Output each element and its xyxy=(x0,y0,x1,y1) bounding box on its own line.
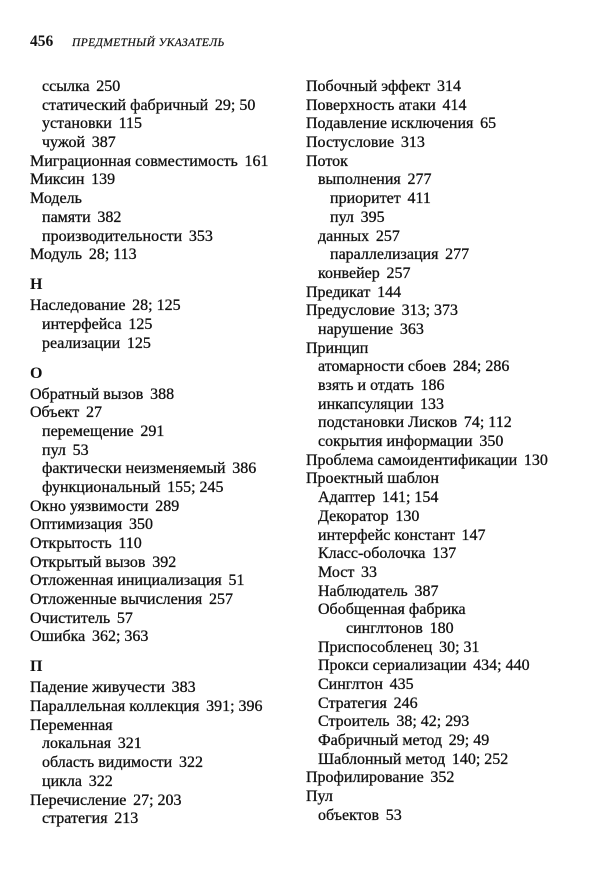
index-term: производительности xyxy=(42,227,183,245)
index-term: инкапсуляции xyxy=(318,395,414,413)
index-entry xyxy=(30,442,300,461)
running-title: ПРЕДМЕТНЫЙ УКАЗАТЕЛЬ xyxy=(72,37,225,49)
index-entry-continuation xyxy=(306,620,586,639)
index-page-refs: 321 xyxy=(117,735,142,753)
index-entry xyxy=(306,302,586,321)
index-page-refs: 386 xyxy=(232,460,257,478)
index-entry xyxy=(30,335,300,354)
index-page-refs: 250 xyxy=(96,78,121,95)
index-term: Перечисление xyxy=(30,791,127,809)
index-entry xyxy=(306,807,586,826)
index-entry xyxy=(30,190,300,209)
index-entry xyxy=(30,698,300,717)
index-page-refs: 161 xyxy=(244,152,269,170)
index-term: нарушение xyxy=(318,320,394,338)
index-term: Отложенные вычисления xyxy=(30,591,203,609)
index-page-refs: 350 xyxy=(479,433,504,451)
index-entry xyxy=(306,171,586,190)
index-entry xyxy=(306,545,586,564)
index-term: цикла xyxy=(42,772,82,790)
index-term: реализации xyxy=(42,334,121,352)
index-term: статический фабричный xyxy=(42,96,209,114)
index-page-refs: 291 xyxy=(140,422,165,440)
index-entry xyxy=(30,810,300,829)
index-page-refs: 155; 245 xyxy=(167,478,224,496)
index-page-refs: 353 xyxy=(188,227,213,245)
index-term: интерфейса xyxy=(42,315,122,333)
index-page-refs: 74; 112 xyxy=(463,414,512,432)
index-page-refs: 257 xyxy=(375,227,400,245)
index-page-refs: 277 xyxy=(407,171,432,189)
index-page-refs: 130 xyxy=(523,451,548,469)
index-page-refs: 33 xyxy=(361,563,378,581)
index-term: чужой xyxy=(42,134,86,152)
index-term: Обобщенная фабрика xyxy=(318,601,466,619)
index-term: Отложенная инициализация xyxy=(30,572,222,590)
index-page-refs: 57 xyxy=(116,609,133,627)
index-entry xyxy=(306,246,586,265)
index-page-refs: 65 xyxy=(480,115,497,133)
index-term: функциональный xyxy=(42,478,161,496)
index-entry xyxy=(306,695,586,714)
index-entry xyxy=(30,610,300,629)
index-page-refs: 53 xyxy=(385,806,402,824)
index-entry xyxy=(30,498,300,517)
index-page-refs: 411 xyxy=(407,190,431,208)
index-term: Переменная xyxy=(30,716,113,734)
index-entry xyxy=(30,228,300,247)
index-page-refs: 144 xyxy=(377,283,402,301)
index-entry xyxy=(306,788,586,807)
index-term: Строитель xyxy=(318,713,390,731)
index-entry xyxy=(30,115,300,134)
index-term: Проблема самоидентификации xyxy=(306,451,518,469)
index-entry xyxy=(306,321,586,340)
index-entry xyxy=(30,516,300,535)
index-term: Наследование xyxy=(30,297,126,315)
index-entry xyxy=(30,153,300,172)
index-page-refs: 434; 440 xyxy=(473,657,530,675)
index-entry xyxy=(30,246,300,265)
index-term: Миграционная совместимость xyxy=(30,152,238,170)
index-entry xyxy=(306,78,586,97)
index-entry xyxy=(306,470,586,489)
index-term: Постусловие xyxy=(306,134,395,152)
index-term: памяти xyxy=(42,208,91,226)
index-term: Профилирование xyxy=(306,769,424,787)
index-term: приоритет xyxy=(330,190,401,208)
index-page-refs: 322 xyxy=(88,772,113,790)
index-page-refs: 387 xyxy=(91,134,116,152)
index-entry xyxy=(306,489,586,508)
index-page-refs: 363 xyxy=(399,320,424,338)
index-entry xyxy=(306,265,586,284)
index-term: Адаптер xyxy=(318,489,376,507)
index-entry xyxy=(30,423,300,442)
index-entry xyxy=(30,554,300,573)
index-page-refs: 110 xyxy=(118,535,142,552)
index-page-refs: 322 xyxy=(178,754,203,772)
index-page-refs: 314 xyxy=(437,78,461,95)
index-term: Предикат xyxy=(306,283,371,301)
index-term: Мост xyxy=(318,563,355,581)
index-entry xyxy=(30,717,300,736)
index-page-refs: 125 xyxy=(126,334,151,352)
index-page-refs: 395 xyxy=(360,208,385,226)
index-term: пул xyxy=(330,208,354,226)
index-entry xyxy=(306,676,586,695)
index-term: Принцип xyxy=(306,339,369,357)
index-term: область видимости xyxy=(42,754,173,772)
index-entry xyxy=(30,297,300,316)
index-term: фактически неизменяемый xyxy=(42,460,226,478)
index-term: Наблюдатель xyxy=(318,582,408,600)
index-entry xyxy=(30,404,300,423)
index-term: Падение живучести xyxy=(30,679,165,697)
index-entry xyxy=(30,535,300,554)
index-entry xyxy=(30,679,300,698)
index-term: Класс-оболочка xyxy=(318,545,426,563)
index-page-refs: 284; 286 xyxy=(452,358,510,376)
index-term: подстановки Лисков xyxy=(318,414,458,432)
index-term: данных xyxy=(318,227,370,245)
index-page-refs: 414 xyxy=(442,96,467,114)
index-page-refs: 137 xyxy=(432,545,457,563)
index-page-refs: 387 xyxy=(414,582,439,600)
section-letter: О xyxy=(30,364,43,382)
index-entry xyxy=(306,396,586,415)
index-term: Объект xyxy=(30,404,80,422)
index-page-refs: 51 xyxy=(228,572,245,590)
section-letter: Н xyxy=(30,276,43,294)
index-term: Окно уязвимости xyxy=(30,497,149,515)
index-entry xyxy=(306,452,586,471)
index-term: Шаблонный метод xyxy=(318,750,446,768)
index-page-refs: 27 xyxy=(85,404,102,422)
index-page-refs: 29; 49 xyxy=(448,732,490,750)
index-page-refs: 30; 31 xyxy=(439,638,480,656)
index-entry xyxy=(30,209,300,228)
index-page-refs: 388 xyxy=(150,385,175,403)
index-entry xyxy=(306,508,586,527)
index-entry xyxy=(30,754,300,773)
index-term: Пул xyxy=(306,788,333,806)
index-entry xyxy=(306,601,586,620)
index-entry xyxy=(306,414,586,433)
index-term: Поверхность атаки xyxy=(306,96,436,114)
index-page-refs: 115 xyxy=(118,115,142,133)
index-page-refs: 180 xyxy=(429,619,454,637)
index-entry xyxy=(306,134,586,153)
index-term: Стратегия xyxy=(318,694,387,712)
index-term: Очиститель xyxy=(30,609,111,627)
index-entry xyxy=(306,358,586,377)
index-term: Открытый вызов xyxy=(30,553,146,571)
index-page-refs: 362; 363 xyxy=(91,628,149,646)
index-page-refs: 257 xyxy=(386,264,411,282)
index-page-refs: 29; 50 xyxy=(214,96,256,114)
section-letter: П xyxy=(30,658,43,676)
index-entry xyxy=(30,773,300,792)
index-term: перемещение xyxy=(42,422,134,440)
index-page-refs: 139 xyxy=(91,171,116,189)
index-term: взять и отдать xyxy=(318,377,414,394)
index-entry xyxy=(30,460,300,479)
index-page-refs: 147 xyxy=(461,526,486,544)
index-term: объектов xyxy=(318,806,380,824)
index-page-refs: 213 xyxy=(114,810,139,828)
index-term: Открытость xyxy=(30,535,112,552)
index-term: Побочный эффект xyxy=(306,78,431,95)
index-page-refs: 141; 154 xyxy=(381,489,439,507)
index-term: Приспособленец xyxy=(318,638,433,656)
index-entry xyxy=(306,115,586,134)
index-term: конвейер xyxy=(318,264,380,282)
index-term: Миксин xyxy=(30,171,85,189)
index-term: установки xyxy=(42,115,112,133)
index-page-refs: 391; 396 xyxy=(206,698,263,716)
index-page-refs: 28; 113 xyxy=(88,246,137,264)
index-term: Ошибка xyxy=(30,628,86,646)
index-entry xyxy=(306,769,586,788)
index-term: атомарности сбоев xyxy=(318,358,447,376)
index-entry xyxy=(30,171,300,190)
index-term: Подавление исключения xyxy=(306,115,474,133)
index-term: выполнения xyxy=(318,171,401,189)
index-page-refs: 257 xyxy=(208,591,233,609)
index-entry xyxy=(306,340,586,359)
index-term: Поток xyxy=(306,152,348,170)
index-term: Декоратор xyxy=(318,507,389,525)
index-term: локальная xyxy=(42,735,112,753)
index-term: интерфейс констант xyxy=(318,526,455,544)
index-page-refs: 133 xyxy=(420,395,445,413)
index-term: Модель xyxy=(30,190,82,208)
index-page-refs: 27; 203 xyxy=(133,791,182,809)
index-term: параллелизация xyxy=(330,246,439,264)
index-entry xyxy=(30,572,300,591)
index-entry xyxy=(306,639,586,658)
index-page-refs: 38; 42; 293 xyxy=(396,713,470,731)
index-page-refs: 130 xyxy=(395,507,420,525)
index-entry xyxy=(306,713,586,732)
index-entry xyxy=(306,209,586,228)
index-page-refs: 313; 373 xyxy=(401,302,459,320)
index-entry xyxy=(306,190,586,209)
index-term: пул xyxy=(42,441,66,459)
index-page-refs: 382 xyxy=(97,208,122,226)
index-entry xyxy=(306,732,586,751)
index-term: Предусловие xyxy=(306,302,395,320)
index-entry xyxy=(30,134,300,153)
index-entry xyxy=(306,433,586,452)
page-number: 456 xyxy=(30,33,54,50)
index-term: Синглтон xyxy=(318,676,383,693)
index-term: Обратный вызов xyxy=(30,385,144,403)
index-term: ссылка xyxy=(42,78,90,95)
index-page-refs: 186 xyxy=(420,377,445,394)
index-page-refs: 125 xyxy=(128,315,153,333)
index-page-refs: 28; 125 xyxy=(132,297,181,315)
index-column-left xyxy=(30,78,300,829)
index-entry xyxy=(306,564,586,583)
index-page-refs: 435 xyxy=(389,676,414,693)
index-entry xyxy=(306,657,586,676)
index-entry xyxy=(306,284,586,303)
index-entry xyxy=(30,386,300,405)
index-page-refs: 246 xyxy=(393,694,418,712)
index-column-right xyxy=(306,78,586,826)
index-entry xyxy=(30,735,300,754)
index-entry xyxy=(306,751,586,770)
index-term: Параллельная коллекция xyxy=(30,698,200,716)
index-term: стратегия xyxy=(42,810,108,828)
index-entry xyxy=(30,316,300,335)
index-page-refs: 53 xyxy=(72,441,89,459)
index-page-refs: 352 xyxy=(430,769,455,787)
index-term: Оптимизация xyxy=(30,516,123,534)
index-term: Фабричный метод xyxy=(318,732,443,750)
index-entry xyxy=(30,792,300,811)
index-term: Проектный шаблон xyxy=(306,470,439,488)
index-entry xyxy=(30,479,300,498)
index-term: Модуль xyxy=(30,246,83,264)
index-entry xyxy=(306,583,586,602)
index-page-refs: 289 xyxy=(155,497,180,515)
index-page-refs: 140; 252 xyxy=(451,750,509,768)
index-entry xyxy=(306,97,586,116)
index-page-refs: 277 xyxy=(445,246,470,264)
index-entry xyxy=(30,97,300,116)
index-page-refs: 350 xyxy=(128,516,153,534)
index-entry xyxy=(30,628,300,647)
index-page-refs: 313 xyxy=(400,134,425,152)
index-entry xyxy=(306,153,586,172)
index-entry xyxy=(306,377,586,396)
index-term: синглтонов xyxy=(346,619,423,637)
index-term: Прокси сериализации xyxy=(318,657,467,675)
index-page-refs: 383 xyxy=(171,679,196,697)
index-page-refs: 392 xyxy=(152,553,177,571)
index-entry xyxy=(30,78,300,97)
index-term: сокрытия информации xyxy=(318,433,473,451)
index-entry xyxy=(30,591,300,610)
index-entry xyxy=(306,228,586,247)
index-entry xyxy=(306,527,586,546)
